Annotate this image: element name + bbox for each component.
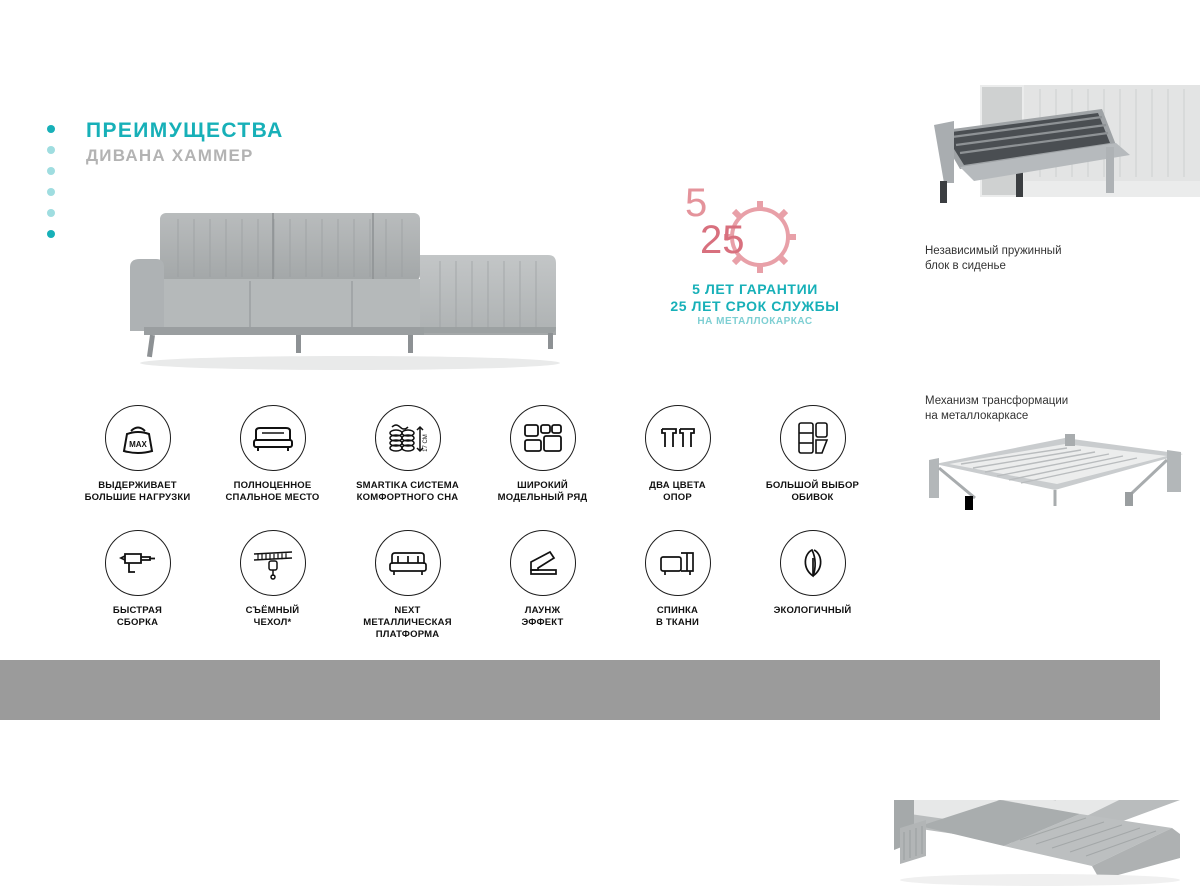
feature-label-line-1: СЪЁМНЫЙ [245, 605, 300, 616]
lounge-icon [510, 530, 576, 596]
zipper-icon [240, 530, 306, 596]
warranty-years-number: 5 [685, 181, 708, 225]
bottom-grey-band [0, 660, 1160, 720]
feature-label-line-2: ЧЕХОЛ* [253, 617, 292, 628]
dot [47, 167, 55, 175]
fabric-swatch-icon [780, 405, 846, 471]
feature-label-line-1: NEXT [394, 605, 421, 616]
platform-sofa-icon [375, 530, 441, 596]
feature-label-line-1: ДВА ЦВЕТА [649, 480, 706, 491]
bottom-band-right-gap [1160, 660, 1200, 720]
feature-label-line-2: ОБИВОК [791, 492, 834, 503]
feature-label-line-1: ЭКОЛОГИЧНЫЙ [773, 605, 852, 616]
feature-item-removable-cover [205, 530, 340, 641]
feature-label-line-1: ШИРОКИЙ [517, 480, 568, 491]
decorative-dot-column [47, 125, 55, 251]
dot [47, 188, 55, 196]
legs-icon [645, 405, 711, 471]
caption-line-1: Механизм трансформации [925, 395, 1069, 407]
dot [47, 125, 55, 133]
caption-line-1: Независимый пружинный [925, 245, 1062, 257]
dot [47, 230, 55, 238]
sofa-main-image [120, 205, 570, 375]
caption-spring-block [925, 244, 1145, 274]
caption-line-2: блок в сиденье [925, 260, 1006, 272]
photo-spring-block [920, 85, 1200, 215]
weight-max-icon [105, 405, 171, 471]
svg-text:MAX: MAX [128, 440, 147, 449]
feature-item-eco [745, 530, 880, 641]
service-life-number: 25 [700, 218, 745, 262]
page-title [86, 118, 284, 168]
feature-item-lounge-effect [475, 530, 610, 641]
feature-item-weight [70, 405, 205, 504]
feature-grid [70, 405, 880, 641]
feature-label-line-2: МЕТАЛЛИЧЕСКАЯ [363, 617, 452, 628]
feature-label-line-1: ВЫДЕРЖИВАЕТ [98, 480, 177, 491]
feature-item-upholstery-choice [745, 405, 880, 504]
feature-label-line-2: МОДЕЛЬНЫЙ РЯД [497, 492, 588, 503]
feature-label-line-1: ПОЛНОЦЕННОЕ [233, 480, 312, 491]
feature-label-line-2: СПАЛЬНОЕ МЕСТО [225, 492, 320, 503]
feature-label-line-2: СБОРКА [116, 617, 159, 628]
warranty-line-2: 25 ЛЕТ СРОК СЛУЖБЫ [670, 298, 840, 314]
title-line-1: ПРЕИМУЩЕСТВА [86, 119, 284, 142]
feature-label-line-1: ЛАУНЖ [524, 605, 561, 616]
feature-item-leg-colors [610, 405, 745, 504]
spring-height-icon [375, 405, 441, 471]
feature-label-line-1: СПИНКА [656, 605, 699, 616]
warranty-line-1: 5 ЛЕТ ГАРАНТИИ [692, 281, 818, 297]
feature-item-smartika-sleep [340, 405, 475, 504]
feature-label-line-1: БЫСТРАЯ [112, 605, 163, 616]
dot [47, 209, 55, 217]
feature-item-fabric-backrest [610, 530, 745, 641]
feature-item-sleeping-place [205, 405, 340, 504]
feature-label-line-2: ЭФФЕКТ [521, 617, 564, 628]
feature-label-line-2: В ТКАНИ [655, 617, 700, 628]
caption-transform-mechanism [925, 394, 1155, 424]
feature-item-model-range [475, 405, 610, 504]
feature-item-fast-assembly [70, 530, 205, 641]
svg-text:17 СМ: 17 СМ [422, 434, 429, 452]
feature-row-2 [70, 530, 880, 641]
feature-label-line-3: ПЛАТФОРМА [375, 629, 440, 640]
feature-label-line-2: ОПОР [663, 492, 692, 503]
feature-label-line-2: КОМФОРТНОГО СНА [356, 492, 459, 503]
caption-line-2: на металлокаркасе [925, 410, 1029, 422]
feature-label-line-1: SMARTIKA СИСТЕМА [356, 480, 459, 491]
title-line-2: ДИВАНА ХАММЕР [86, 146, 254, 165]
backrest-fabric-icon [645, 530, 711, 596]
dot [47, 146, 55, 154]
warranty-badge [640, 181, 870, 335]
modules-icon [510, 405, 576, 471]
bed-icon [240, 405, 306, 471]
photo-transform-mechanism [915, 420, 1195, 520]
eco-leaf-icon [780, 530, 846, 596]
feature-label-line-1: БОЛЬШОЙ ВЫБОР [765, 480, 860, 491]
drill-icon [105, 530, 171, 596]
feature-label-line-2: БОЛЬШИЕ НАГРУЗКИ [84, 492, 191, 503]
feature-item-next-platform [340, 530, 475, 641]
warranty-line-3: НА МЕТАЛЛОКАРКАС [697, 316, 813, 327]
feature-row-1 [70, 405, 880, 504]
bottom-white-area [0, 720, 1200, 800]
